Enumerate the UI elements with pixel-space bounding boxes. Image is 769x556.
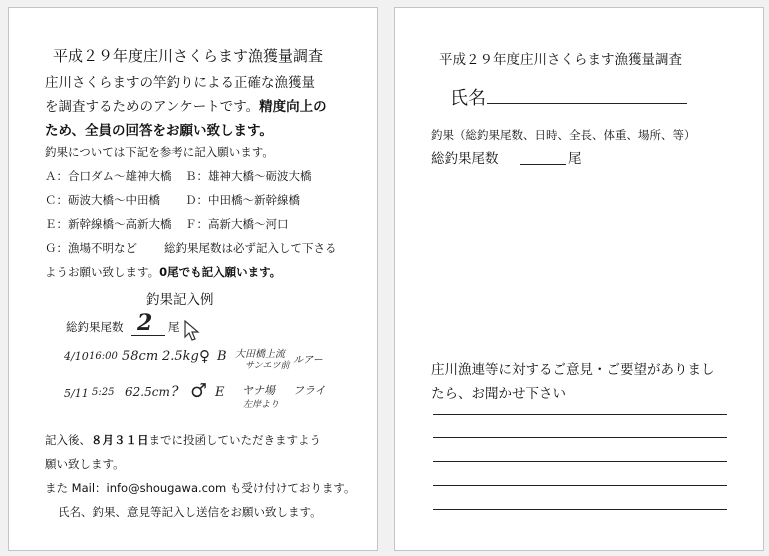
survey-page-left (8, 7, 378, 551)
example-total-label: 総釣果尾数 (66, 320, 124, 334)
deadline-line-2: 願い致します。 (45, 457, 125, 471)
intro-line-2-bold: 精度向上の (259, 99, 327, 115)
intro-line-1: 庄川さくらますの竿釣りによる正確な漁獲量 (45, 75, 315, 91)
opinion-field-line[interactable] (433, 509, 727, 510)
example-row2-sex: ♂ (190, 380, 208, 402)
example-row1-area: B (217, 349, 227, 364)
opinion-field-line[interactable] (433, 414, 727, 415)
example-total-unit: 尾 (168, 320, 180, 334)
area-c: Ｃ：砺波大橋～中田橋 (45, 193, 160, 207)
area-a: Ａ：合口ダム～雄神大橋 (45, 169, 172, 183)
area-e: Ｅ：新幹線橋～高新大橋 (45, 217, 172, 231)
catch-label: 釣果（総釣果尾数、日時、全長、体重、場所、等） (431, 128, 696, 142)
area-d: Ｄ：中田橋～新幹線橋 (185, 193, 300, 207)
area-g: Ｇ：漁場不明など (45, 241, 137, 255)
example-row1-weight: 2.5kg (162, 349, 199, 364)
example-row2-place-note: 左岸より (243, 400, 280, 410)
area-g-note: 総釣果尾数は必ず記入して下さる (164, 241, 337, 255)
request-text: ようお願い致します。 (45, 265, 160, 279)
deadline-prefix: 記入後、 (45, 433, 91, 447)
example-row1-place-note: サンエツ前 (245, 361, 290, 371)
name-field-line[interactable] (487, 103, 687, 104)
example-row1-time: 16:00 (89, 351, 118, 362)
survey-page-right (394, 7, 764, 551)
name-label: 氏名 (450, 88, 486, 109)
deadline-date: ８月３１日 (91, 433, 149, 447)
example-row2-place: ヤナ場 (242, 384, 275, 397)
opinion-line-2: たら、お聞かせ下さい (431, 386, 566, 402)
total-label: 総釣果尾数 (431, 151, 499, 167)
opinion-line-1: 庄川漁連等に対するご意見・ご要望がありまし (431, 362, 715, 378)
request-bold: 0尾でも記入願います。 (159, 265, 282, 279)
deadline-line (45, 432, 321, 448)
example-heading: 釣果記入例 (146, 292, 214, 308)
page-title: 平成２９年度庄川さくらます漁獲量調査 (439, 52, 682, 68)
intro-line-2 (45, 95, 327, 115)
total-field-line[interactable] (520, 164, 566, 165)
example-row1-date: 4/10 (64, 350, 89, 363)
intro-line-3: ため、全員の回答をお願い致します。 (45, 123, 273, 139)
page-title: 平成２９年度庄川さくらます漁獲量調査 (53, 47, 324, 65)
opinion-field-line[interactable] (433, 461, 727, 462)
opinion-field-line[interactable] (433, 437, 727, 438)
example-row2-time: 5:25 (92, 387, 115, 398)
example-row1-method: ルアー (293, 355, 323, 366)
example-row2-method: フライ (293, 384, 326, 397)
mail-line-2: 氏名、釣果、意見等記入し送信をお願い致します。 (58, 505, 322, 519)
example-row2-date: 5/11 (64, 387, 89, 400)
example-row1-sex: ♀ (199, 347, 210, 365)
example-total-underline (131, 335, 165, 336)
intro-line-2-text: を調査するためのアンケートです。 (45, 99, 260, 115)
example-total-value: 2 (137, 310, 153, 336)
mouse-cursor-icon (184, 320, 200, 342)
request-line (45, 264, 281, 280)
example-row2-weight: ? (171, 384, 179, 400)
area-f: Ｆ：高新大橋～河口 (185, 217, 289, 231)
deadline-suffix: までに投函していただきますよう (148, 433, 321, 447)
example-row1-place: 大田橋上流 (235, 349, 285, 360)
example-row1-length: 58cm (122, 349, 159, 364)
example-row2-area: E (215, 385, 225, 400)
mail-line: また Mail：info@shougawa.com も受け付けております。 (45, 481, 356, 495)
instruction-text: 釣果については下記を参考に記入願います。 (45, 145, 274, 159)
total-unit: 尾 (568, 151, 582, 167)
example-row2-length: 62.5cm (125, 385, 170, 399)
area-b: Ｂ：雄神大橋～砺波大橋 (185, 169, 312, 183)
opinion-field-line[interactable] (433, 485, 727, 486)
